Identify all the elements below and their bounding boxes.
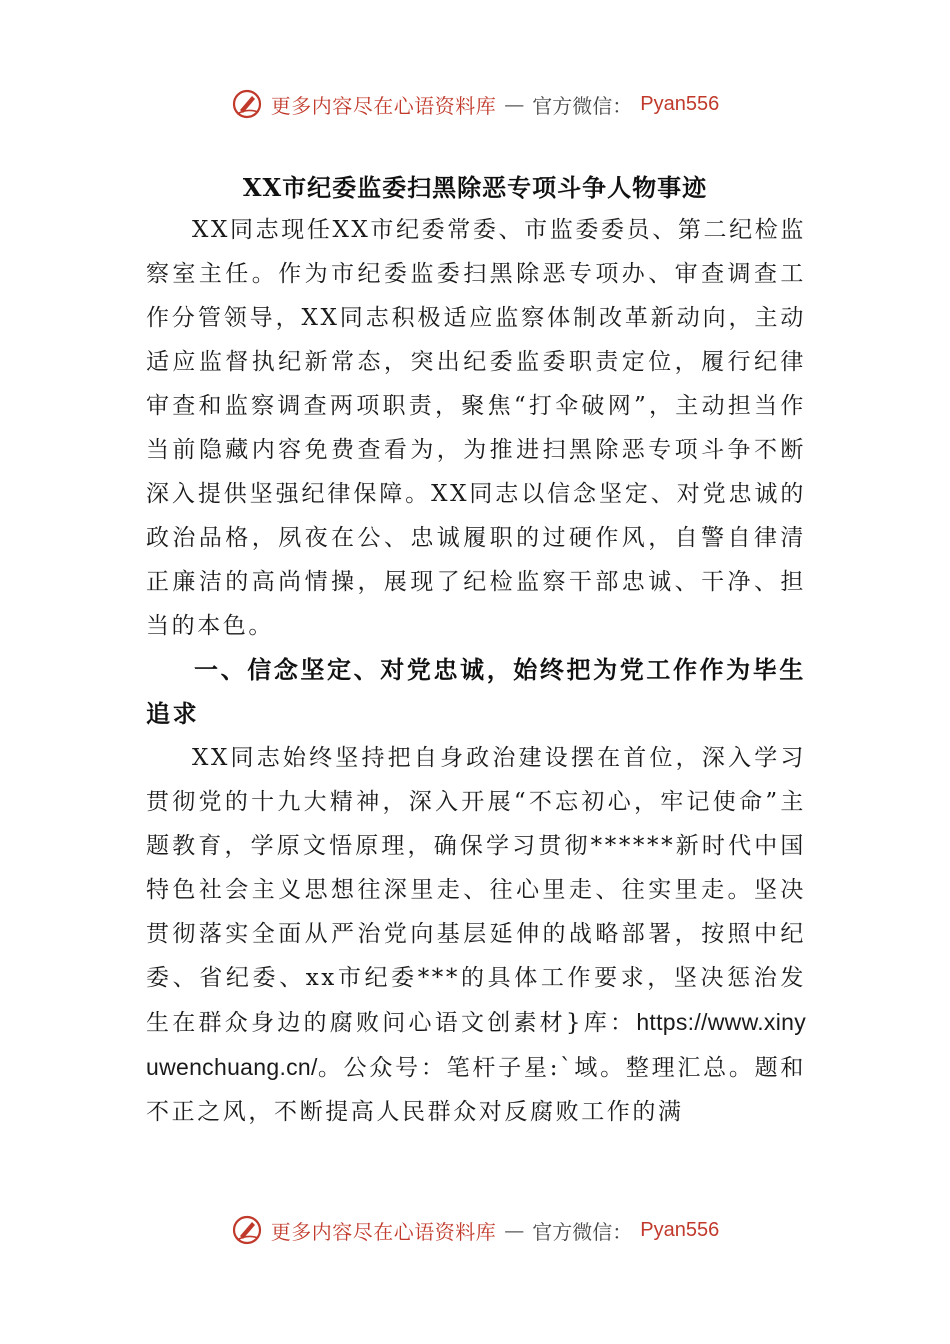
header-banner <box>0 84 950 124</box>
document-body <box>146 208 806 1134</box>
paragraph-text: XX同志始终坚持把自身政治建设摆在首位，深入学习贯彻党的十九大精神，深入开展“不忘初心，牢记使命”主题教育，学原文悟原理，确保学习贯彻******新时代中国特色社会主义思想往深里走、往心里走、往实里走。坚决贯彻落实全面从严治党向基层延伸的战略部署，按照中纪委、省纪委、xx市纪委***的具体工作要求，坚决惩治发生在群众身边的腐败问心语文创素材}库： <box>146 745 806 1036</box>
banner-wechat-label: 官方微信： <box>532 1219 633 1244</box>
paragraph-intro: XX同志现任XX市纪委常委、市监委委员、第二纪检监察室主任。作为市纪委监委扫黑除恶专项办、审查调查工作分管领导，XX同志积极适应监察体制改革新动向，主动适应监督执纪新常态，突出纪委监委职责定位，履行纪律审查和监察调查两项职责，聚焦“打伞破网”，主动担当作当前隐藏内容免费查看为，为推进扫黑除恶专项斗争不断深入提供坚强纪律保障。XX同志以信念坚定、对党忠诚的政治品格，夙夜在公、忠诚履职的过硬作风，自警自律清正廉洁的高尚情操，展现了纪检监察干部忠诚、干净、担当的本色。 <box>146 217 806 639</box>
source-url-link[interactable]: https://www.xinyuwenchuang.cn/ <box>146 1009 806 1080</box>
section-heading-1: 一、信念坚定、对党忠诚，始终把为党工作作为毕生追求 <box>146 655 806 728</box>
banner-dash: — <box>504 1218 525 1242</box>
banner-wechat-id: Pyan556 <box>640 1218 720 1241</box>
document-title: XX市纪委监委扫黑除恶专项斗争人物事迹 <box>242 173 708 202</box>
banner-wechat-id: Pyan556 <box>640 92 720 115</box>
banner-dash: — <box>504 92 525 116</box>
pen-circle-logo-icon <box>231 88 263 120</box>
paragraph-section-1 <box>146 736 806 1134</box>
footer-banner <box>0 1210 950 1250</box>
pen-circle-logo-icon <box>231 1214 263 1246</box>
paragraph-text-continued: 。公众号：笔杆子星:`域。整理汇总。题和不正之风，不断提高人民群众对反腐败工作的满 <box>146 1055 806 1125</box>
banner-slogan: 更多内容尽在心语资料库 <box>270 1219 497 1244</box>
banner-wechat-label: 官方微信： <box>532 93 633 118</box>
banner-slogan: 更多内容尽在心语资料库 <box>270 93 497 118</box>
